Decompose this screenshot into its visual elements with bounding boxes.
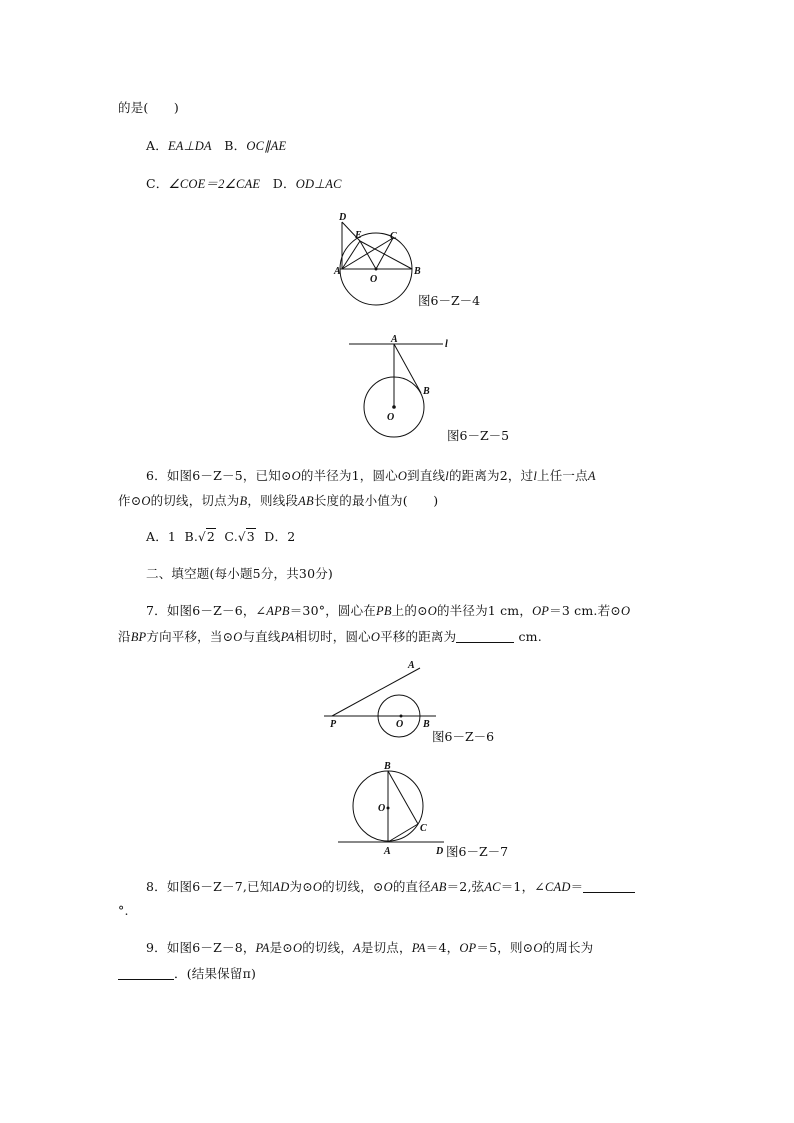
fig6-center-dot (400, 715, 403, 718)
fig4-label-c: C (390, 231, 397, 242)
q7-var: O (427, 604, 437, 618)
q6-var: O (291, 469, 301, 483)
q7-text: 沿 (118, 629, 131, 644)
q5-option-b-label: B． (224, 138, 247, 153)
fig5-label-l: l (445, 339, 448, 350)
fig5-label-b: B (423, 386, 430, 397)
q5-options-cd (146, 176, 342, 192)
q9-text: 的切线， (302, 940, 354, 955)
q8-text: 为⊙ (289, 879, 313, 894)
q7-text: 7．如图6－Z－6，∠ (146, 603, 267, 618)
q6-option-c-label: C. (224, 529, 238, 544)
q7-text: ＝3 cm.若⊙ (549, 603, 621, 618)
fig6-label-p: P (330, 719, 337, 730)
fig5-caption: 图6－Z－5 (447, 428, 510, 443)
fig7-label-a: A (384, 846, 391, 857)
q8-text: ＝1，∠ (500, 879, 545, 894)
q9-var: PA (411, 941, 426, 955)
q6-var: l (533, 469, 537, 483)
q6-text: 长度的最小值为( ) (313, 493, 439, 508)
fig6-label-o: O (396, 719, 404, 730)
q6-var: A (587, 469, 596, 483)
q6-text: 6．如图6－Z－5，已知⊙ (146, 468, 292, 483)
q6-text: ，则线段 (247, 493, 299, 508)
q8-text: 8．如图6－Z－7,已知 (146, 879, 273, 894)
figure-6-z-5 (345, 333, 455, 443)
fig6-caption: 图6－Z－6 (432, 729, 495, 744)
q6-var: O (141, 494, 151, 508)
fig5-label-a: A (391, 334, 398, 345)
fig4-label-e: E (355, 230, 362, 241)
q9-var: O (533, 941, 543, 955)
q5-option-c-label: C． (146, 176, 169, 191)
fig6-label-b: B (423, 719, 430, 730)
q8-line-1 (146, 879, 635, 895)
fig7-caption: 图6－Z－7 (446, 844, 509, 859)
fig7-label-b: B (384, 761, 391, 772)
q5-option-d-label: D． (272, 176, 296, 191)
fig6-ray-pa (332, 668, 420, 716)
q6-text: 的半径为1，圆心 (300, 468, 398, 483)
q9-var: A (353, 941, 361, 955)
q7-var: PA (280, 630, 295, 644)
fig7-label-d: D (436, 846, 444, 857)
q6-option-b-sqrt: √2 (198, 529, 216, 544)
q7-unit: cm. (518, 629, 542, 644)
q9-text: ＝4， (425, 940, 460, 955)
q9-line-1 (146, 940, 593, 956)
fig4-center-dot (375, 268, 378, 271)
q6-option-d: D．2 (264, 529, 296, 544)
q6-text: 作⊙ (118, 493, 142, 508)
q6-var: l (445, 469, 449, 483)
q6-options (146, 529, 295, 545)
q9-text: ．(结果保留π) (174, 966, 257, 981)
section-2-title: 二、填空题(每小题5分，共30分) (146, 566, 334, 581)
q9-text: 的周长为 (542, 940, 594, 955)
figure-6-z-6 (322, 658, 437, 738)
q6-text: 的切线，切点为 (150, 493, 240, 508)
q6-option-c-sqrt: √3 (237, 529, 255, 544)
q6-var: B (239, 494, 248, 508)
q6-option-c-value: 3 (246, 529, 255, 544)
fig5-segment-ab (394, 344, 421, 393)
q8-var: AB (430, 880, 447, 894)
q8-text: ＝2,弦 (446, 879, 485, 894)
q6-var: O (397, 469, 408, 483)
fig4-label-b: B (414, 266, 421, 277)
q8-var: AD (272, 880, 290, 894)
q7-var: OP (532, 604, 550, 618)
q8-text: 的直径 (392, 879, 431, 894)
fig7-center-dot (387, 807, 390, 810)
q5-options-ab (146, 138, 286, 154)
q9-line-2 (118, 966, 256, 982)
q6-option-a: A．1 (146, 529, 177, 544)
q6-option-b-value: 2 (206, 529, 216, 544)
fig7-label-c: C (420, 823, 427, 834)
fig6-label-a: A (408, 660, 415, 671)
fig4-label-d: D (339, 212, 347, 223)
q5-option-a: EA⊥DA (167, 139, 212, 153)
q6-line-2 (118, 493, 438, 509)
q5-option-c: ∠COE＝2∠CAE (168, 177, 261, 191)
figure-6-z-7 (336, 758, 448, 858)
q6-text: 到直线 (407, 468, 446, 483)
q7-var: APB (266, 604, 290, 618)
q8-var: O (312, 880, 323, 894)
q8-text: 的切线，⊙ (322, 879, 384, 894)
fig4-caption: 图6－Z－4 (418, 293, 481, 308)
fig7-label-o: O (378, 803, 386, 814)
q5-option-a-label: A． (146, 138, 168, 153)
q8-answer-blank[interactable] (583, 880, 635, 893)
fig4-label-a: A (334, 266, 341, 277)
q9-var: O (292, 941, 303, 955)
q9-answer-blank[interactable] (118, 967, 174, 980)
q6-var: AB (298, 494, 314, 508)
q7-var: BP (130, 630, 147, 644)
q7-answer-blank[interactable] (456, 630, 514, 643)
q6-text: 的距离为2，过 (448, 468, 534, 483)
q7-text: 与直线 (242, 629, 281, 644)
q9-text: ＝5，则⊙ (476, 940, 534, 955)
q7-text: 相切时，圆心 (294, 629, 371, 644)
q7-var: O (370, 630, 381, 644)
q8-text: ＝ (570, 879, 584, 894)
q8-line-2: °. (118, 903, 129, 918)
q9-var: OP (459, 941, 477, 955)
q7-line-1 (146, 603, 630, 619)
q7-var: O (233, 630, 243, 644)
q7-text: 的半径为1 cm， (436, 603, 533, 618)
q7-text: 方向平移，当⊙ (146, 629, 234, 644)
q6-option-b-label: B. (184, 529, 199, 544)
fig4-label-o: O (370, 274, 378, 285)
q5-stem-tail: 的是( ) (118, 100, 179, 115)
q7-var: O (620, 604, 631, 618)
q7-var: PB (376, 604, 392, 618)
q5-option-b: OC∥AE (246, 139, 287, 153)
q8-var: AC (484, 880, 501, 894)
fig5-label-o: O (387, 412, 395, 423)
q7-text: 平移的距离为 (380, 629, 457, 644)
q9-text: 9．如图6－Z－8， (146, 940, 256, 955)
fig7-segment-bc (388, 771, 418, 824)
q6-text: 上任一点 (537, 468, 588, 483)
figure-6-z-4 (330, 208, 440, 304)
q8-var: CAD (544, 880, 571, 894)
fig5-center-dot (392, 405, 396, 409)
q9-text: 是切点， (360, 940, 412, 955)
q6-line-1 (146, 468, 596, 484)
q9-var: PA (255, 941, 270, 955)
q9-text: 是⊙ (269, 940, 293, 955)
q7-line-2 (118, 629, 542, 645)
fig4-segment-ae (342, 241, 360, 269)
fig7-chord-ac (388, 824, 418, 842)
q5-option-d: OD⊥AC (295, 177, 342, 191)
q7-text: 上的⊙ (391, 603, 428, 618)
q8-var: O (383, 880, 393, 894)
q7-text: ＝30°，圆心在 (289, 603, 376, 618)
